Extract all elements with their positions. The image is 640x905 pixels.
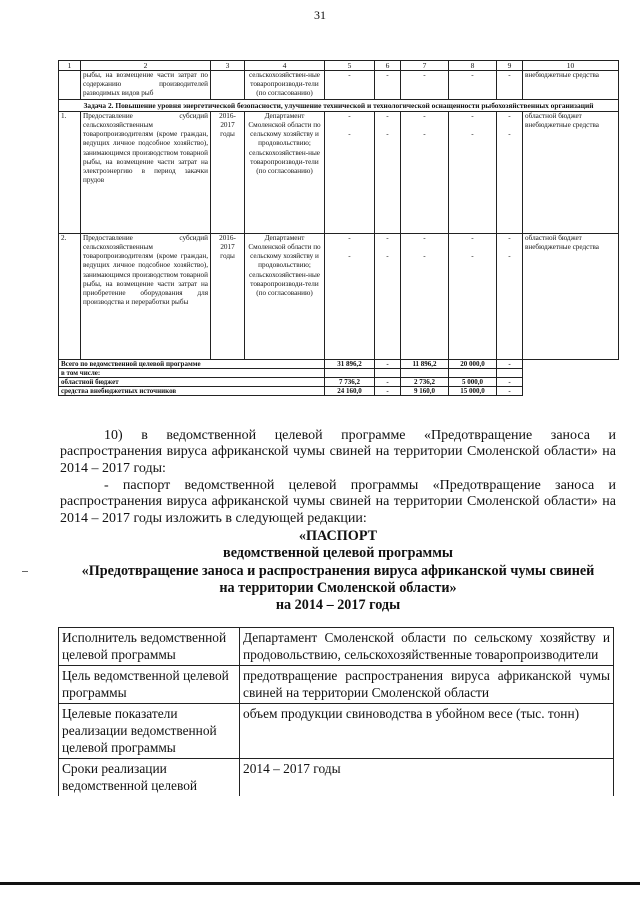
row-description: Предоставление субсидий сельскохозяйственным товаропроизводителям (кроме граждан, ведущих личное подсобное хозяйство), занимающимся производством товарной рыбы, на возмещение части затрат на приобретение оборудования для производства и переработки рыбы: [81, 233, 211, 359]
table-row: [59, 111, 619, 233]
passport-title: «ПАСПОРТ: [298, 528, 378, 544]
passport-subtitle: ведомственной целевой программы: [223, 545, 453, 561]
dash-cell: -: [471, 233, 474, 242]
dash-cell: -: [375, 71, 401, 100]
row-description: Предоставление субсидий сельскохозяйственным товаропроизводителям (кроме граждан, ведущих личное подсобное хозяйство), занимающимся производством товарной рыбы, на возмещение части затрат на электроэнергию в период закачки прудов: [81, 111, 211, 233]
header-cell: 10: [523, 61, 619, 71]
total-label: Всего по ведомственной целевой программе: [59, 359, 325, 368]
table-header-row: [59, 61, 619, 71]
total-value: -: [497, 377, 523, 386]
total-value: 9 160,0: [401, 386, 449, 395]
passport-row: [59, 704, 614, 759]
total-label: областной бюджет: [59, 377, 325, 386]
total-value: 5 000,0: [449, 377, 497, 386]
total-value: -: [375, 377, 401, 386]
total-value: 15 000,0: [449, 386, 497, 395]
dash-cell: -: [348, 233, 351, 242]
dash-cell: -: [508, 252, 511, 261]
total-row: [59, 359, 619, 368]
passport-label: Исполнитель ведомственной целевой программы: [59, 628, 240, 666]
passport-table: [58, 627, 614, 796]
amendment-paragraph: 10) в ведомственной целевой программе «Предотвращение заноса и распространения вируса африканской чумы свиней на территории Смоленской области» на 2014 – 2017 годы:: [60, 428, 616, 476]
passport-value: объем продукции свиноводства в убойном весе (тыс. тонн): [240, 704, 614, 759]
page-number: 31: [314, 8, 326, 22]
total-value: 2 736,2: [401, 377, 449, 386]
dash-cell: -: [508, 233, 511, 242]
total-value: 20 000,0: [449, 359, 497, 368]
dash-cell: -: [471, 252, 474, 261]
scan-edge-rule: [0, 882, 640, 885]
carry-source: внебюджетные средства: [523, 71, 619, 100]
dash-cell: -: [386, 130, 389, 139]
passport-row: [59, 759, 614, 797]
total-label: в том числе:: [59, 368, 325, 377]
row-source-regional: областной бюджет: [525, 111, 582, 120]
amendment-instruction: - паспорт ведомственной целевой программы «Предотвращение заноса и распространения вируса африканской чумы свиней на территории Смоленской области» на 2014 – 2017 годы изложить в следующей редакции:: [60, 478, 616, 526]
dash-cell: -: [423, 111, 426, 120]
header-cell: 8: [449, 61, 497, 71]
dash-cell: -: [508, 111, 511, 120]
header-cell: 9: [497, 61, 523, 71]
program-activities-table: [58, 60, 619, 396]
row-number: 2.: [59, 233, 81, 359]
passport-row: [59, 666, 614, 704]
total-value: -: [497, 386, 523, 395]
total-value: 31 896,2: [325, 359, 375, 368]
dash-cell: -: [386, 252, 389, 261]
passport-program-name-cont: на территории Смоленской области»: [219, 580, 457, 596]
dash-cell: -: [386, 111, 389, 120]
passport-program-name: «Предотвращение заноса и распространения вируса африканской чумы свиней: [81, 563, 595, 579]
passport-value: 2014 – 2017 годы: [240, 759, 614, 797]
carry-executor: сельскохозяйствен-ные товаропроизводи-тели (по согласованию): [245, 71, 325, 100]
dash-cell: -: [423, 252, 426, 261]
total-label: средства внебюджетных источников: [59, 386, 325, 395]
dash-cell: -: [401, 71, 449, 100]
total-value: 11 896,2: [401, 359, 449, 368]
passport-value: предотвращение распространения вируса африканской чумы свиней на территории Смоленской области: [240, 666, 614, 704]
dash-cell: -: [348, 111, 351, 120]
header-cell: 4: [245, 61, 325, 71]
dash-cell: -: [423, 130, 426, 139]
total-value: -: [375, 386, 401, 395]
row-executor: Департамент Смоленской области по сельскому хозяйству и продовольствию; сельскохозяйствен-ные товаропроизводи-тели (по согласованию): [245, 111, 325, 233]
row-period: 2016-2017 годы: [211, 111, 245, 233]
total-value: -: [375, 359, 401, 368]
dash-cell: -: [348, 252, 351, 261]
header-cell: 1: [59, 61, 81, 71]
total-value: 24 160,0: [325, 386, 375, 395]
header-cell: 5: [325, 61, 375, 71]
table-row: [59, 233, 619, 359]
dash-cell: -: [508, 130, 511, 139]
row-source-extra: внебюджетные средства: [525, 243, 599, 252]
row-source-extra: внебюджетные средства: [525, 121, 599, 130]
dash-cell: -: [423, 233, 426, 242]
passport-value: Департамент Смоленской области по сельскому хозяйству и продовольствию, сельскохозяйственные товаропроизводители: [240, 628, 614, 666]
margin-mark: [22, 571, 28, 572]
dash-cell: -: [449, 71, 497, 100]
passport-period: на 2014 – 2017 годы: [275, 597, 401, 613]
passport-label: Цель ведомственной целевой программы: [59, 666, 240, 704]
header-cell: 6: [375, 61, 401, 71]
passport-label: Сроки реализации ведомственной целевой: [59, 759, 240, 797]
header-cell: 7: [401, 61, 449, 71]
row-period: 2016-2017 годы: [211, 233, 245, 359]
header-cell: 2: [81, 61, 211, 71]
passport-label: Целевые показатели реализации ведомственной целевой программы: [59, 704, 240, 759]
dash-cell: -: [471, 130, 474, 139]
dash-cell: -: [348, 130, 351, 139]
row-number: 1.: [59, 111, 81, 233]
carry-description: рыбы, на возмещение части затрат по содержанию производителей разводимых видов рыб: [81, 71, 211, 100]
table-row-carry: [59, 71, 619, 100]
dash-cell: -: [471, 111, 474, 120]
task-title-row: [59, 99, 619, 111]
total-value: 7 736,2: [325, 377, 375, 386]
dash-cell: -: [386, 233, 389, 242]
dash-cell: -: [497, 71, 523, 100]
header-cell: 3: [211, 61, 245, 71]
row-executor: Департамент Смоленской области по сельскому хозяйству и продовольствию; сельскохозяйствен-ные товаропроизводи-тели (по согласованию): [245, 233, 325, 359]
dash-cell: -: [325, 71, 375, 100]
task-title: Задача 2. Повышение уровня энергетической безопасности, улучшение технической и технологической оснащенности рыбохозяйственных организаций: [59, 99, 619, 111]
passport-row: [59, 628, 614, 666]
row-source-regional: областной бюджет: [525, 233, 582, 242]
total-value: -: [497, 359, 523, 368]
